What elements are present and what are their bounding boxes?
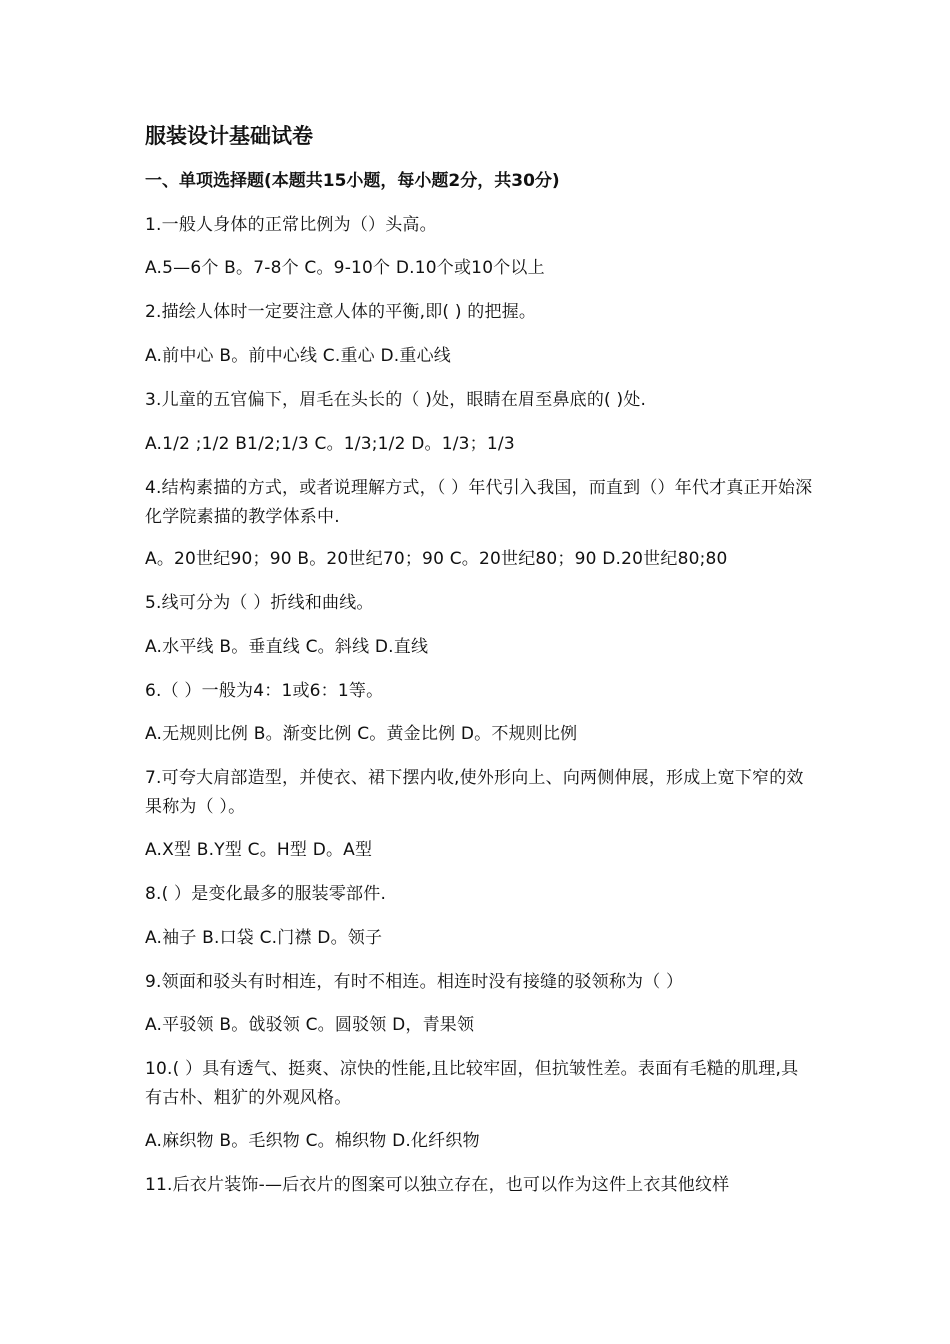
options-5: A.水平线 B。垂直线 C。斜线 D.直线 — [145, 637, 429, 657]
options-3: A.1/2 ;1/2 B1/2;1/3 C。1/3;1/2 D。1/3；1/3 — [145, 434, 515, 454]
question-3: 3.儿童的五官偏下，眉毛在头长的（ )处，眼睛在眉至鼻底的( )处. — [145, 390, 647, 410]
options-10: A.麻织物 B。毛织物 C。棉织物 D.化纤织物 — [145, 1131, 480, 1151]
question-9: 9.领面和驳头有时相连，有时不相连。相连时没有接缝的驳领称为（ ） — [145, 972, 684, 992]
exam-title: 服装设计基础试卷 — [145, 124, 313, 148]
question-7: 7.可夸大肩部造型，并使衣、裙下摆内收,使外形向上、向两侧伸展，形成上宽下窄的效果称为（ ）。 — [145, 768, 804, 817]
question-11: 11.后衣片装饰-—后衣片的图案可以独立存在，也可以作为这件上衣其他纹样 — [145, 1175, 730, 1195]
question-4: 4.结构素描的方式，或者说理解方式，（ ）年代引入我国，而直到（）年代才真正开始深化学院素描的教学体系中. — [145, 478, 813, 527]
question-5: 5.线可分为（ ）折线和曲线。 — [145, 593, 374, 613]
options-1: A.5—6个 B。7-8个 C。9-10个 D.10个或10个以上 — [145, 258, 545, 278]
options-4: A。20世纪90；90 B。20世纪70；90 C。20世纪80；90 D.20世纪80;80 — [145, 549, 728, 569]
question-1: 1.一般人身体的正常比例为（）头高。 — [145, 215, 437, 235]
question-2: 2.描绘人体时一定要注意人体的平衡,即( ) 的把握。 — [145, 302, 537, 322]
options-6: A.无规则比例 B。渐变比例 C。黄金比例 D。不规则比例 — [145, 724, 578, 744]
options-9: A.平驳领 B。戗驳领 C。圆驳领 D，青果领 — [145, 1015, 475, 1035]
options-7: A.X型 B.Y型 C。H型 D。A型 — [145, 840, 373, 860]
options-8: A.袖子 B.口袋 C.门襟 D。领子 — [145, 928, 383, 948]
question-6: 6.（ ）一般为4：1或6：1等。 — [145, 681, 384, 701]
question-8: 8.( ）是变化最多的服装零部件. — [145, 884, 387, 904]
options-2: A.前中心 B。前中心线 C.重心 D.重心线 — [145, 346, 451, 366]
section-heading: 一、单项选择题(本题共15小题，每小题2分，共30分) — [145, 171, 560, 191]
question-10: 10.( ）具有透气、挺爽、凉快的性能,且比较牢固，但抗皱性差。表面有毛糙的肌理,具有古朴、粗犷的外观风格。 — [145, 1059, 799, 1108]
